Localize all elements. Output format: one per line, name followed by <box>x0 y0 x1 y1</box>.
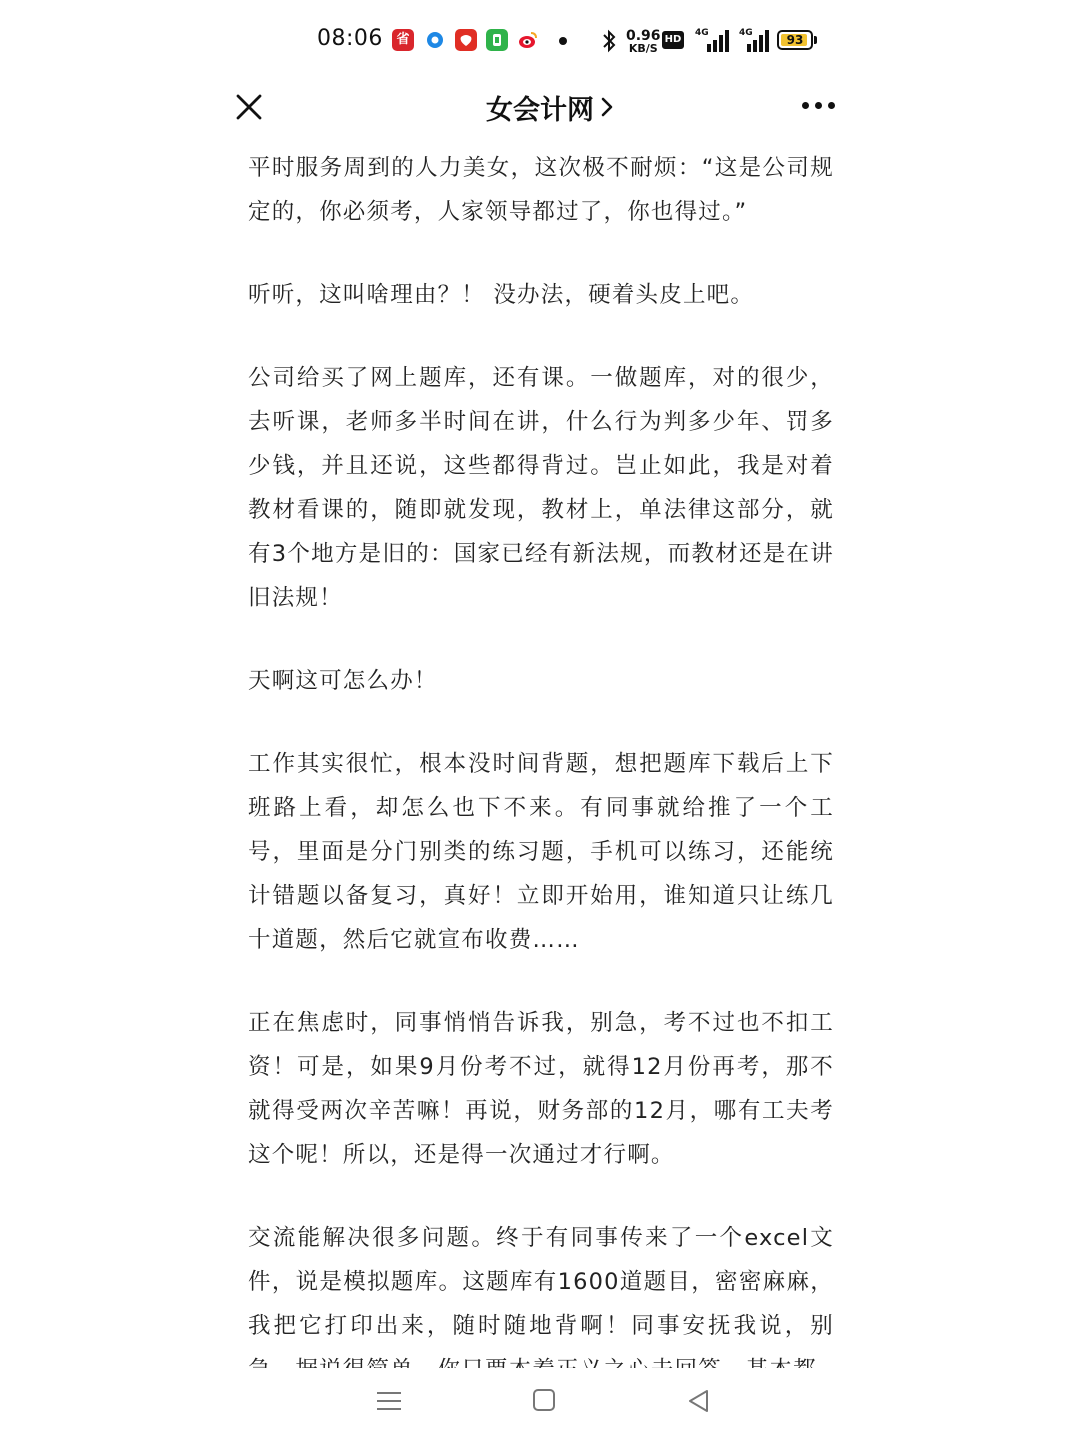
net-speed-unit: KB/S <box>628 42 658 55</box>
back-icon[interactable] <box>686 1388 710 1414</box>
signal-2-label: 4G <box>739 28 753 38</box>
system-nav-bar <box>0 1368 1080 1439</box>
chevron-right-icon[interactable] <box>600 96 614 118</box>
article-paragraph: 天啊这可怎么办！ <box>248 668 438 694</box>
page-title[interactable]: 女会计网 <box>486 95 594 126</box>
article-paragraph: 工作其实很忙，根本没时间背题，想把题库下载后上下班路上看，却怎么也下不来。有同事就给推了一个工号，里面是分门别类的练习题，手机可以练习，还能统计错题以备复习，真好！立即开始用，谁知道只让练几十道题，然后它就宣布收费…… <box>248 751 834 953</box>
article-paragraph: 正在焦虑时，同事悄悄告诉我，别急，考不过也不扣工资！可是，如果9月份考不过，就得12月份再考，那不就得受两次辛苦嘛！再说，财务部的12月，哪有工夫考这个呢！所以，还是得一次通过才行啊。 <box>248 1010 834 1168</box>
battery-icon <box>777 30 813 50</box>
weibo-icon <box>517 29 539 51</box>
article-paragraph: 听听，这叫啥理由？！ 没办法，硬着头皮上吧。 <box>248 282 755 308</box>
signal-1-label: 4G <box>695 28 709 38</box>
signal-icon-2 <box>739 28 771 52</box>
article-paragraph: 平时服务周到的人力美女，这次极不耐烦：“这是公司规定的，你必须考，人家领导都过了，你也得过。” <box>248 155 834 225</box>
app-pinduoduo-icon <box>455 29 477 51</box>
net-speed <box>626 29 661 54</box>
signal-icon-1 <box>695 28 733 52</box>
app-blue-dot-icon <box>424 29 446 51</box>
battery-level: 93 <box>786 33 804 47</box>
status-time: 08:06 <box>317 26 383 51</box>
menu-icon[interactable] <box>377 1390 401 1412</box>
app-green-icon <box>486 29 508 51</box>
home-icon[interactable] <box>533 1389 555 1411</box>
more-icon[interactable] <box>802 102 836 110</box>
hd-icon: HD <box>662 31 684 49</box>
close-icon[interactable] <box>234 92 264 122</box>
article-paragraph: 公司给买了网上题库，还有课。一做题库，对的很少，去听课，老师多半时间在讲，什么行为判多少年、罚多少钱，并且还说，这些都得背过。岂止如此，我是对着教材看课的，随即就发现，教材上，单法律这部分，就有3个地方是旧的：国家已经有新法规，而教材还是在讲旧法规！ <box>248 365 834 611</box>
title-bar <box>0 84 1080 130</box>
battery-tip <box>814 36 817 44</box>
article-body <box>248 146 834 1360</box>
status-bar <box>0 0 1080 84</box>
net-speed-value: 0.96 <box>626 28 661 44</box>
app-red-icon: 省 <box>392 29 414 51</box>
notification-dot <box>559 37 567 45</box>
bluetooth-icon <box>601 28 617 54</box>
article-paragraph: 交流能解决很多问题。终于有同事传来了一个excel文件，说是模拟题库。这题库有1600道题目，密密麻麻，我把它打印出来，随时随地背啊！同事安抚我说，别 <box>248 1225 834 1339</box>
